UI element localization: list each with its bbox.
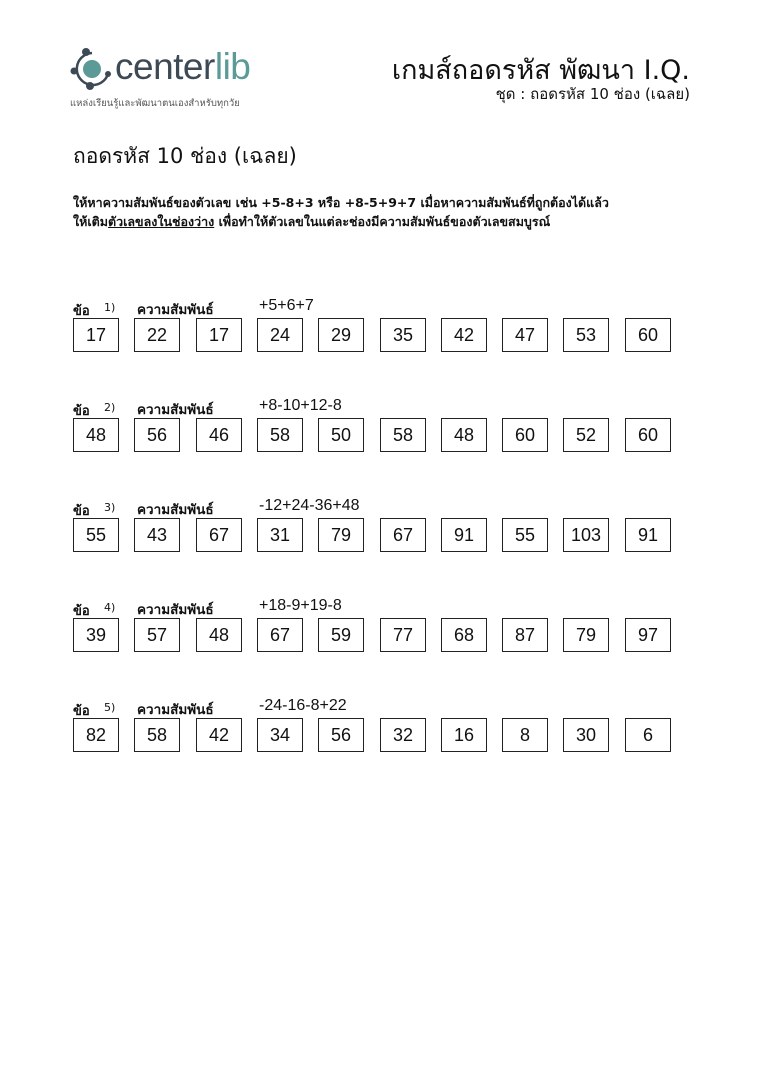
number-box: 58: [134, 718, 180, 752]
item-label: ข้อ: [73, 704, 90, 719]
number-box: 43: [134, 518, 180, 552]
puzzle-row: [73, 697, 693, 770]
relation-label: ความสัมพันธ์: [137, 402, 214, 418]
item-number: 5): [104, 701, 116, 714]
relation-formula: +8-10+12-8: [259, 397, 342, 414]
number-box: 32: [380, 718, 426, 752]
relation-formula: -12+24-36+48: [259, 497, 360, 514]
relation-label: ความสัมพันธ์: [137, 302, 214, 318]
number-box: 77: [380, 618, 426, 652]
number-box: 17: [196, 318, 242, 352]
page-title: เกมส์ถอดรหัส พัฒนา I.Q.: [391, 55, 690, 86]
number-box: 59: [318, 618, 364, 652]
number-box: 48: [441, 418, 487, 452]
relation-formula: +5+6+7: [259, 297, 314, 314]
number-box: 24: [257, 318, 303, 352]
item-label: ข้อ: [73, 404, 90, 419]
number-box: 31: [257, 518, 303, 552]
number-box: 55: [73, 518, 119, 552]
number-box: 50: [318, 418, 364, 452]
item-number: 4): [104, 601, 116, 614]
number-box: 97: [625, 618, 671, 652]
number-box: 46: [196, 418, 242, 452]
number-box: 68: [441, 618, 487, 652]
puzzle-row: [73, 397, 693, 470]
number-box: 79: [563, 618, 609, 652]
number-box: 87: [502, 618, 548, 652]
instructions-line-1: ให้หาความสัมพันธ์ของตัวเลข เช่น +5-8+3 หรือ +8-5+9+7 เมื่อหาความสัมพันธ์ที่ถูกต้องได้แล้ว: [73, 195, 609, 210]
relation-label: ความสัมพันธ์: [137, 702, 214, 718]
centerlib-logo: [68, 44, 288, 114]
number-box: 58: [257, 418, 303, 452]
number-box: 48: [73, 418, 119, 452]
puzzle-row: [73, 597, 693, 670]
item-label: ข้อ: [73, 504, 90, 519]
number-box: 91: [625, 518, 671, 552]
logo-tagline: แหล่งเรียนรู้และพัฒนาตนเองสำหรับทุกวัย: [70, 98, 240, 109]
section-heading: ถอดรหัส 10 ช่อง (เฉลย): [73, 144, 297, 168]
item-number: 3): [104, 501, 116, 514]
number-box: 60: [625, 418, 671, 452]
instructions-line-2: [73, 212, 609, 231]
number-box: 56: [134, 418, 180, 452]
number-box: 35: [380, 318, 426, 352]
instructions-underlined: ตัวเลขลงในช่องว่าง: [107, 214, 215, 229]
number-box: 82: [73, 718, 119, 752]
number-box: 16: [441, 718, 487, 752]
number-box: 52: [563, 418, 609, 452]
logo-wordmark: centerlib: [115, 46, 251, 87]
number-box: 30: [563, 718, 609, 752]
item-label: ข้อ: [73, 604, 90, 619]
number-box: 6: [625, 718, 671, 752]
number-box: 103: [563, 518, 609, 552]
number-box: 34: [257, 718, 303, 752]
item-number: 2): [104, 401, 116, 414]
relation-label: ความสัมพันธ์: [137, 602, 214, 618]
puzzle-row: [73, 497, 693, 570]
number-box: 58: [380, 418, 426, 452]
number-box: 29: [318, 318, 364, 352]
instructions: [73, 193, 609, 231]
page-subtitle: ชุด : ถอดรหัส 10 ช่อง (เฉลย): [495, 85, 690, 103]
instructions-suffix: เพื่อทำให้ตัวเลขในแต่ละช่องมีความสัมพันธ์ของตัวเลขสมบูรณ์: [214, 214, 551, 229]
number-box: 53: [563, 318, 609, 352]
number-box: 67: [380, 518, 426, 552]
number-box: 55: [502, 518, 548, 552]
number-box: 79: [318, 518, 364, 552]
relation-formula: -24-16-8+22: [259, 697, 347, 714]
number-box: 42: [441, 318, 487, 352]
number-box: 67: [196, 518, 242, 552]
number-box: 8: [502, 718, 548, 752]
number-box: 91: [441, 518, 487, 552]
number-box: 17: [73, 318, 119, 352]
number-box: 60: [625, 318, 671, 352]
number-box: 39: [73, 618, 119, 652]
number-box: 22: [134, 318, 180, 352]
item-label: ข้อ: [73, 304, 90, 319]
number-box: 60: [502, 418, 548, 452]
number-box: 48: [196, 618, 242, 652]
number-box: 57: [134, 618, 180, 652]
number-box: 47: [502, 318, 548, 352]
number-box: 56: [318, 718, 364, 752]
number-box: 42: [196, 718, 242, 752]
item-number: 1): [104, 301, 116, 314]
instructions-prefix: ให้เติม: [73, 214, 108, 229]
relation-formula: +18-9+19-8: [259, 597, 342, 614]
relation-label: ความสัมพันธ์: [137, 502, 214, 518]
puzzle-row: [73, 297, 693, 370]
number-box: 67: [257, 618, 303, 652]
logo-mark-icon: [68, 44, 116, 94]
